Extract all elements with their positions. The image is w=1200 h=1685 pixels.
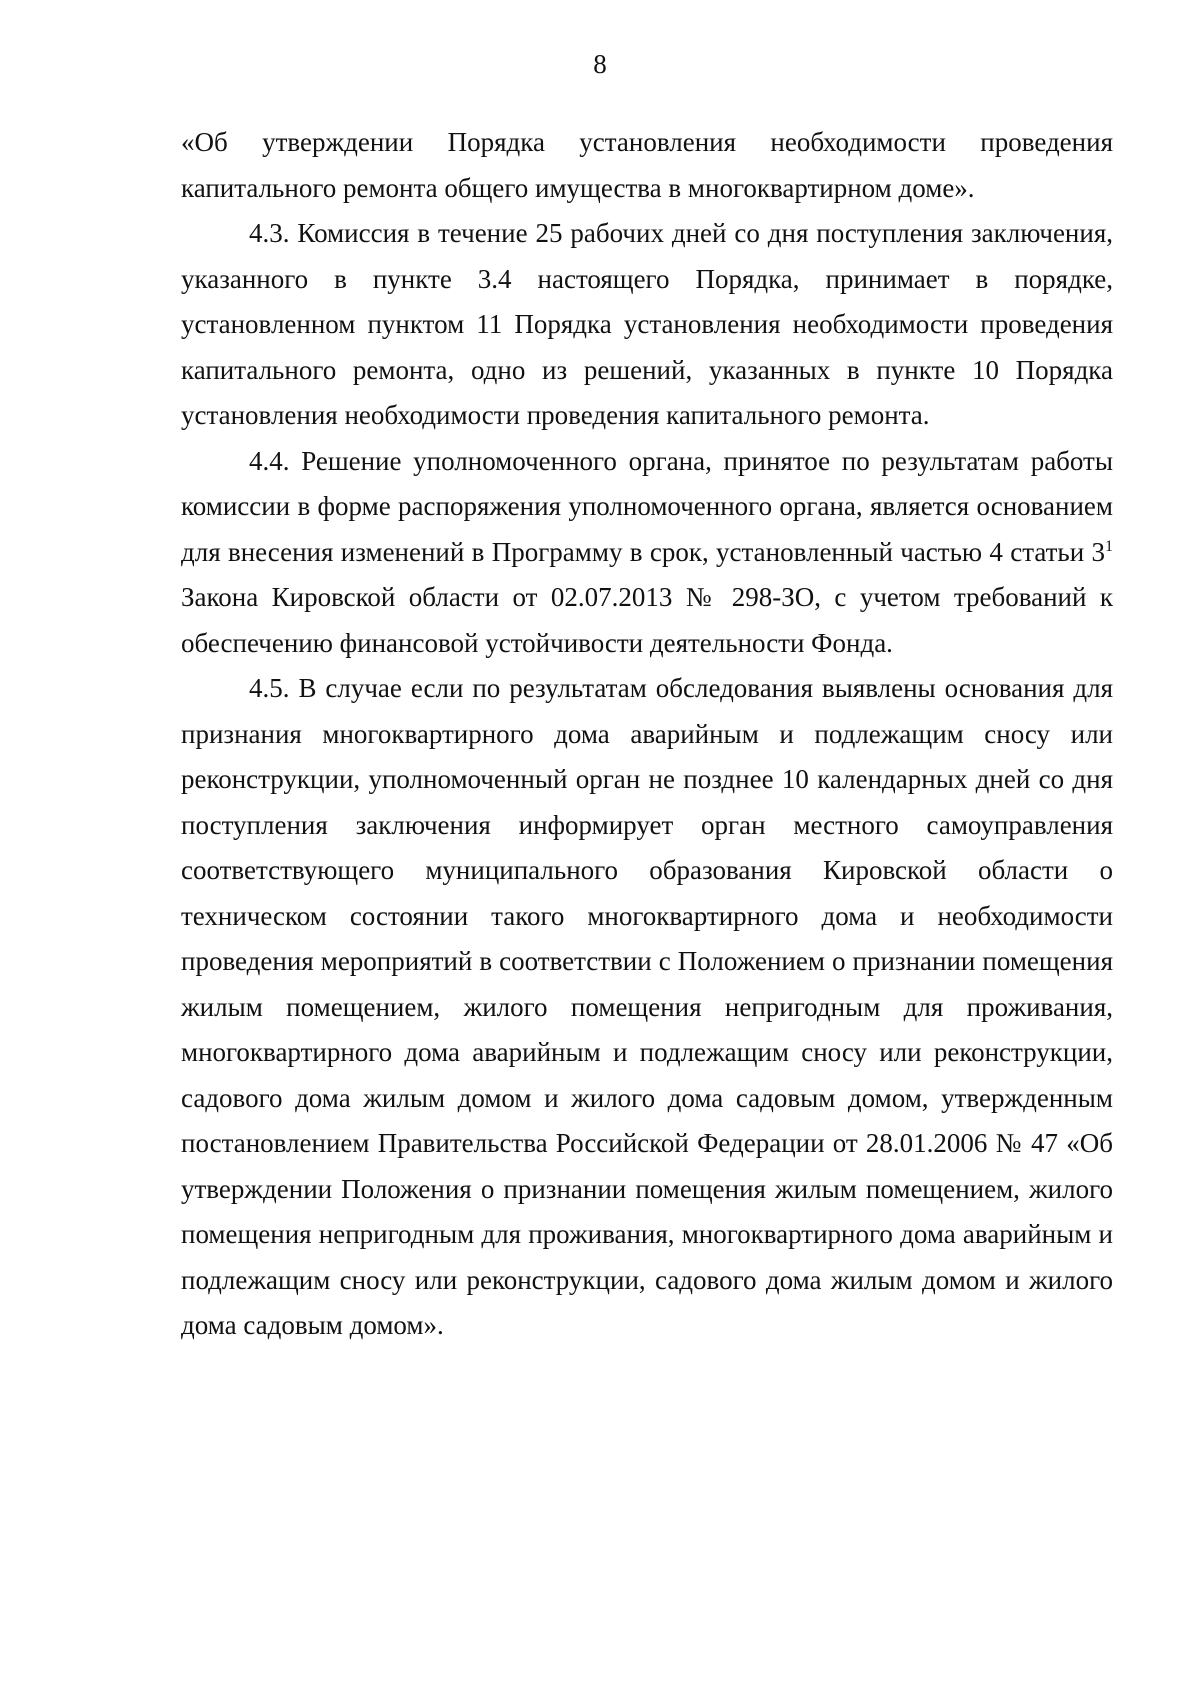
paragraph-4-5: 4.5. В случае если по результатам обследования выявлены основания для признания многоквартирного дома аварийным и подлежащим сносу или реконструкции, уполномоченный орган не позднее 10 календарных дней со дня поступления заключения информирует орган местного самоуправления соответствующего муниципального образования Кировской области о техническом состоянии такого многоквартирного дома и необходимости проведения мероприятий в соответствии с Положением о признании помещения жилым помещением, жилого помещения непригодным для проживания, многоквартирного дома аварийным и подлежащим сносу или реконструкции, садового дома жилым домом и жилого дома садовым домом, утвержденным постановлением Правительства Российской Федерации от 28.01.2006 № 47 «Об утверждении Положения о признании помещения жилым помещением, жилого помещения непригодным для проживания, многоквартирного дома аварийным и подлежащим сносу или реконструкции, садового дома жилым домом и жилого дома садовым домом». [181, 673, 1113, 1340]
paragraph-4-4 [181, 439, 1113, 667]
article-superscript: 1 [1105, 537, 1113, 555]
paragraph-continuation: «Об утверждении Порядка установления необходимости проведения капитального ремонта общего имущества в многоквартирном доме». [181, 127, 1113, 203]
paragraph-4-4-text-end: Закона Кировской области от 02.07.2013 № 298-ЗО, с учетом требований к обеспечению финансовой устойчивости деятельности Фонда. [181, 582, 1113, 658]
page-number: 8 [593, 49, 607, 79]
document-body [181, 120, 1113, 1349]
paragraph-4-4-text-start: 4.4. Решение уполномоченного органа, принятое по результатам работы комиссии в форме распоряжения уполномоченного органа, является основанием для внесения изменений в Программу в срок, установленный частью 4 статьи 3 [181, 445, 1113, 567]
paragraph-4-3: 4.3. Комиссия в течение 25 рабочих дней со дня поступления заключения, указанного в пункте 3.4 настоящего Порядка, принимает в порядке, установленном пунктом 11 Порядка установления необходимости проведения капитального ремонта, одно из решений, указанных в пункте 10 Порядка установления необходимости проведения капитального ремонта. [181, 218, 1113, 430]
